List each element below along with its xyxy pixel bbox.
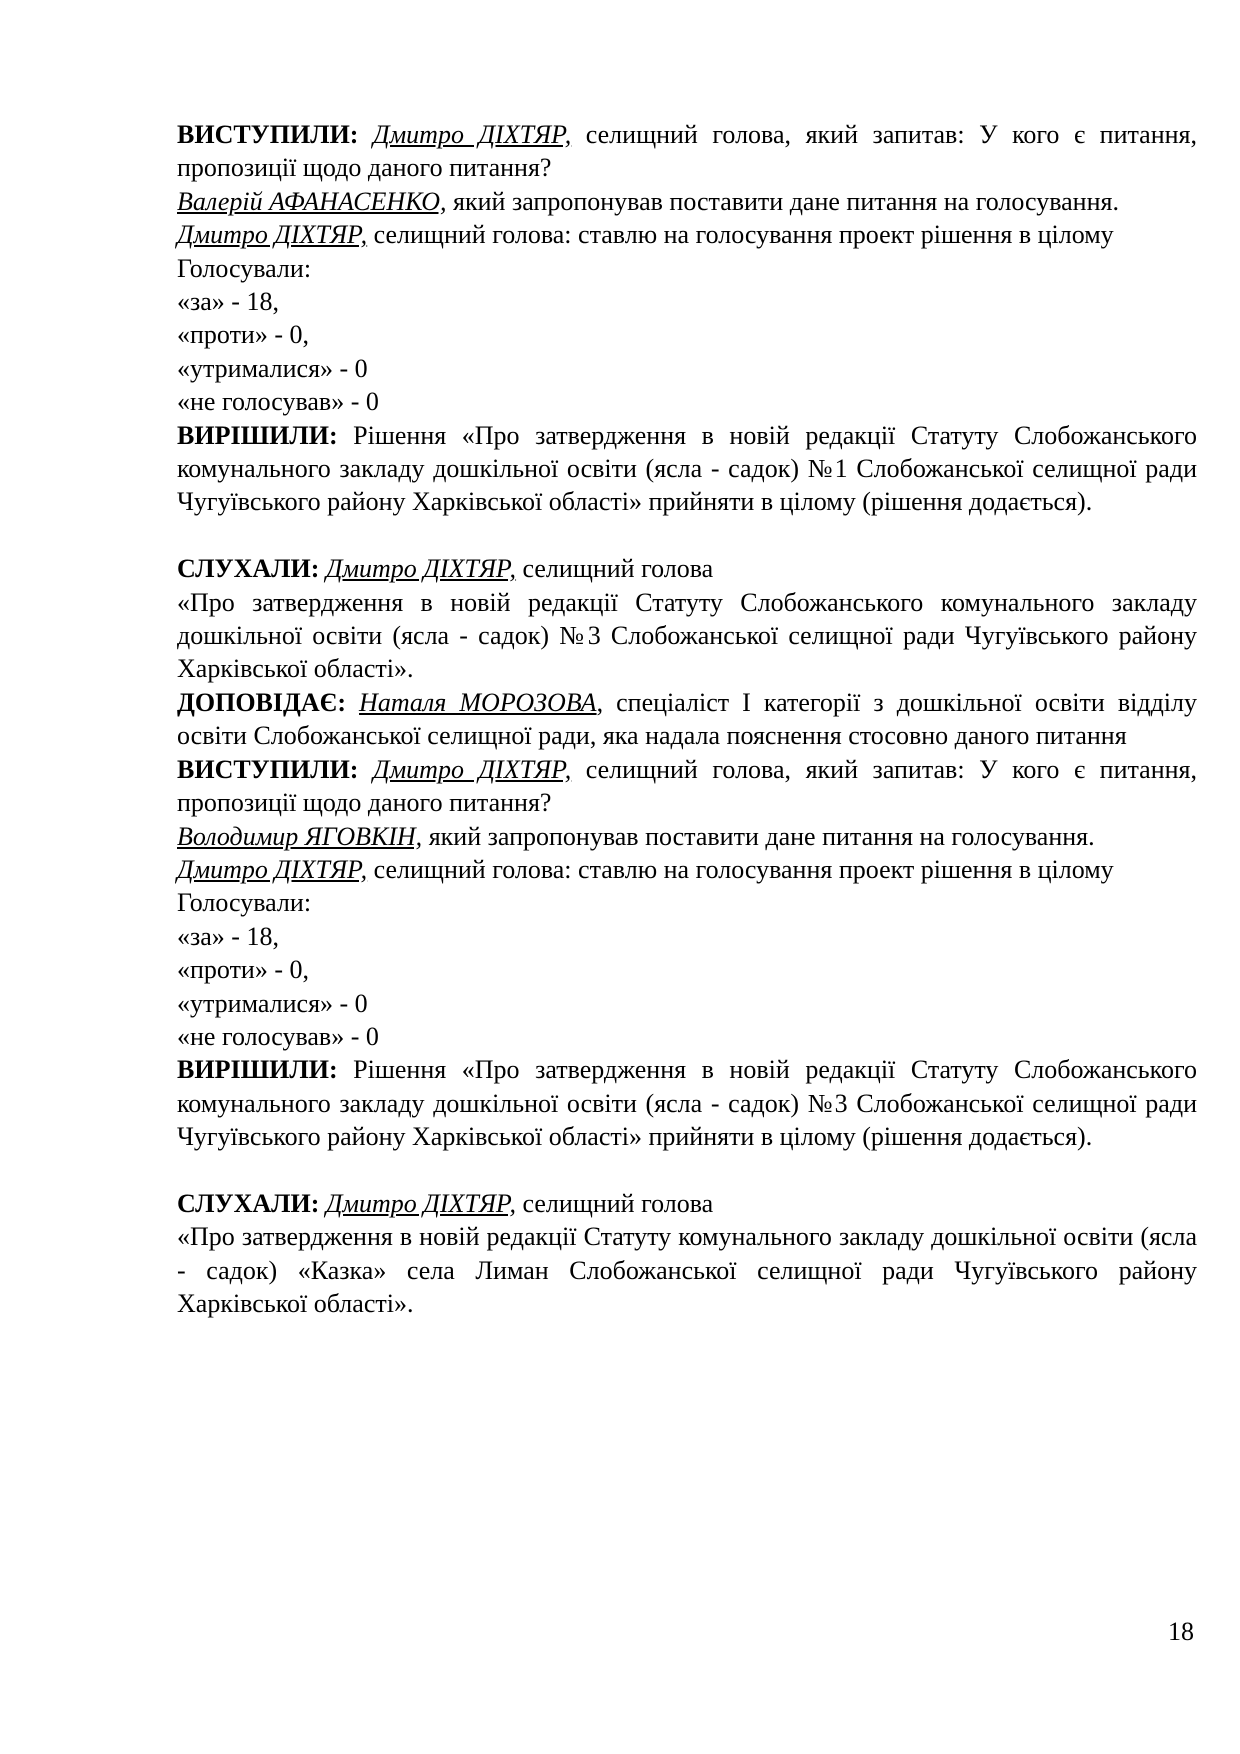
proposer-name: Валерій АФАНАСЕНКО, [177,186,447,216]
voted-label: Голосували: [177,253,312,283]
decided-label: ВИРІШИЛИ: [177,420,338,450]
decided-paragraph-1 [177,419,1197,519]
spoke-paragraph-2 [177,753,1197,820]
head-text: селищний голова: ставлю на голосування проект рішення в цілому [367,854,1114,884]
speaker-name: Дмитро ДІХТЯР, [373,120,572,149]
vote-abstained: «утрималися» - 0 [177,988,368,1018]
spoke-label: ВИСТУПИЛИ: [177,754,359,784]
document-page [177,118,1197,1321]
heard-paragraph-3 [177,1187,1197,1220]
proposer-paragraph-2 [177,820,1197,853]
vote-not-voted: «не голосував» - 0 [177,387,379,417]
spoke-text: селищний голова, який запитав: У кого є питання, пропозиції щодо даного питання? [177,754,1198,818]
vote-abstained: «утрималися» - 0 [177,353,368,383]
topic-paragraph-2: «Про затвердження в новій редакції Статуту Слобожанського комунального закладу дошкільної освіти (ясла - садок) №3 Слобожанської селищної ради Чугуївського району Харківської області». [177,587,1197,684]
spoke-text: селищний голова, який запитав: У кого є питання, пропозиції щодо даного питання? [177,120,1198,183]
vote-for: «за» - 18, [177,921,279,951]
proposer-paragraph-1 [177,185,1197,218]
spoke-label: ВИСТУПИЛИ: [177,120,359,149]
heard-label: СЛУХАЛИ: [177,1188,320,1218]
section-gap [177,1154,1197,1187]
heard-name: Дмитро ДІХТЯР, [325,554,517,584]
decided-text: Рішення «Про затвердження в новій редакції Статуту Слобожанського комунального закладу дошкільної освіти (ясла - садок) №1 Слобожанської селищної ради Чугуївського району Харківської області» прийняти в цілому (рішення додається). [177,420,1197,517]
vote-for: «за» - 18, [177,287,279,317]
vote-not-voted: «не голосував» - 0 [177,1021,379,1051]
report-label: ДОПОВІДАЄ: [177,687,346,717]
head-name: Дмитро ДІХТЯР, [177,854,368,884]
head-name: Дмитро ДІХТЯР, [177,220,368,250]
heard-paragraph-2 [177,552,1197,585]
proposer-text: який запропонував поставити дане питання на голосування. [422,821,1095,851]
topic-paragraph-3: «Про затвердження в новій редакції Статуту комунального закладу дошкільної освіти (ясла - садок) «Казка» села Лиман Слобожанської селищної ради Чугуївського району Харківської області». [177,1222,1197,1319]
heard-name: Дмитро ДІХТЯР, [325,1188,517,1218]
decided-paragraph-2 [177,1053,1197,1153]
heard-text: селищний голова [516,1188,714,1218]
page-number: 18 [1168,1617,1194,1646]
decided-label: ВИРІШИЛИ: [177,1055,338,1085]
decided-text: Рішення «Про затвердження в новій редакції Статуту Слобожанського комунального закладу дошкільної освіти (ясла - садок) №3 Слобожанської селищної ради Чугуївського району Харківської області» прийняти в цілому (рішення додається). [177,1055,1197,1152]
heard-text: селищний голова [516,554,714,584]
head-paragraph-1 [177,218,1197,251]
speaker-name: Дмитро ДІХТЯР, [373,754,572,784]
spoke-paragraph-1 [177,118,1197,185]
report-text: , спеціаліст І категорії з дошкільної освіти відділу освіти Слобожанської селищної ради, яка надала пояснення стосовно даного питання [177,687,1197,751]
proposer-name: Володимир ЯГОВКІН, [177,821,423,851]
proposer-text: який запропонував поставити дане питання на голосування. [446,186,1119,216]
report-name: Наталя МОРОЗОВА [359,687,597,717]
head-paragraph-2 [177,853,1197,886]
vote-against: «проти» - 0, [177,955,310,985]
vote-against: «проти» - 0, [177,320,310,350]
head-text: селищний голова: ставлю на голосування проект рішення в цілому [367,220,1114,250]
voted-label: Голосували: [177,888,312,918]
section-gap [177,519,1197,552]
report-paragraph-2 [177,686,1197,753]
heard-label: СЛУХАЛИ: [177,554,320,584]
